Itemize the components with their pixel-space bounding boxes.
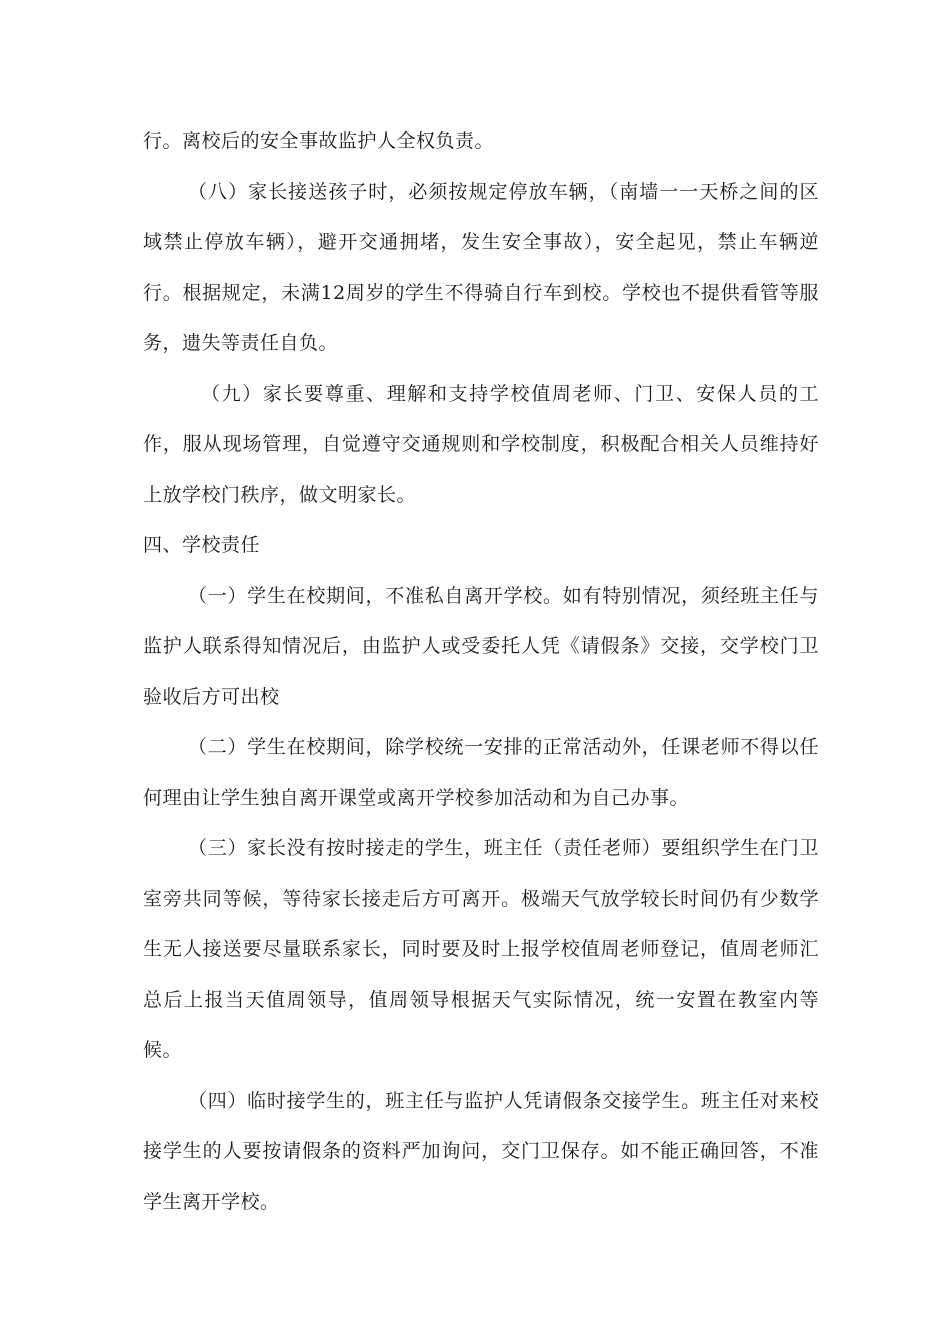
paragraph-item-3: （三）家长没有按时接走的学生，班主任（责任老师）要组织学生在门卫室旁共同等候，等待家长接走后方可离开。极端天气放学较长时间仍有少数学生无人接送要尽量联系家长，同时要及时上报学校值周老师登记，值周老师汇总后上报当天值周领导，值周领导根据天气实际情况，统一安置在教室内等候。 [143,837,819,1061]
paragraph-continuation: 行。离校后的安全事故监护人全权负责。 [143,130,495,152]
paragraph-item-1: （一）学生在校期间，不准私自离开学校。如有特别情况，须经班主任与监护人联系得知情况后，由监护人或受委托人凭《请假条》交接，交学校门卫验收后方可出校 [143,584,819,708]
paragraph-item-9: （九）家长要尊重、理解和支持学校值周老师、门卫、安保人员的工作，服从现场管理，自觉遵守交通规则和学校制度，积极配合相关人员维持好上放学校门秩序，做文明家长。 [143,382,819,506]
document-body [143,116,819,1227]
paragraph-item-8: （八）家长接送孩子时，必须按规定停放车辆，（南墙一一天桥之间的区域禁止停放车辆），避开交通拥堵，发生安全事故），安全起见，禁止车辆逆行。根据规定，未满12周岁的学生不得骑自行车到校。学校也不提供看管等服务，遗失等责任自负。 [143,180,819,354]
paragraph-item-4: （四）临时接学生的，班主任与监护人凭请假条交接学生。班主任对来校接学生的人要按请假条的资料严加询问，交门卫保存。如不能正确回答，不准学生离开学校。 [143,1089,819,1213]
section-heading: 四、学校责任 [143,534,261,556]
paragraph-item-2: （二）学生在校期间，除学校统一安排的正常活动外，任课老师不得以任何理由让学生独自离开课堂或离开学校参加活动和为自己办事。 [143,736,819,809]
